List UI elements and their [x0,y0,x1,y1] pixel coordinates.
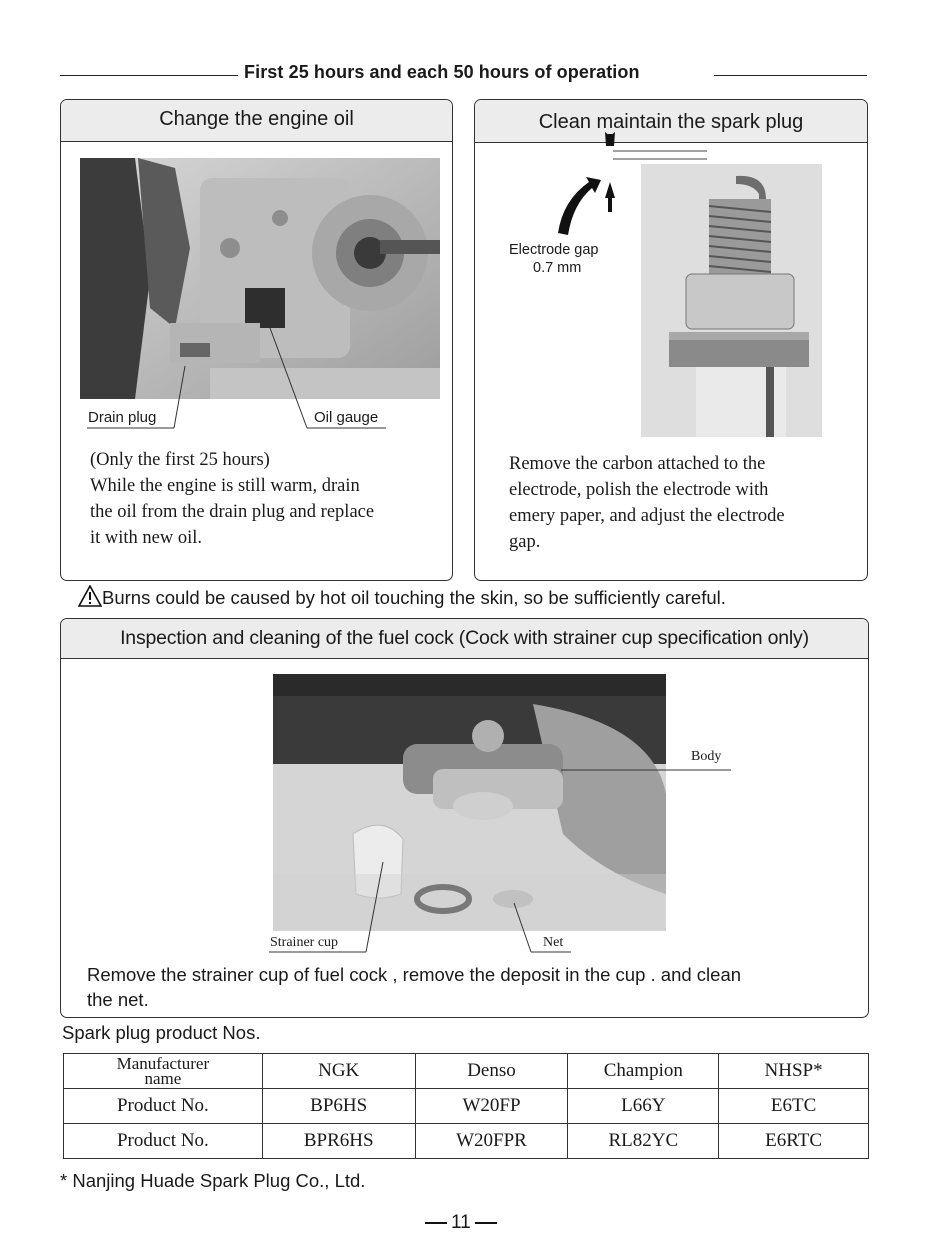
table-header-cell: Champion [568,1054,719,1089]
table-header-row [64,1054,869,1089]
electrode-gap-diagram [475,100,867,250]
table-cell: Product No. [64,1124,263,1159]
manufacturer-name-header: Manufacturer name [116,1054,210,1088]
table-header-cell [64,1054,263,1089]
spark-plug-panel-title: Clean maintain the spark plug [475,100,867,143]
oil-panel-title: Change the engine oil [61,100,452,142]
table-cell: BP6HS [262,1089,415,1124]
fuel-cock-panel-title: Inspection and cleaning of the fuel cock (Cock with strainer cup specification only) [61,619,868,659]
strainer-cup-label: Strainer cup [270,935,339,950]
electrode-gap-value: 0.7 mm [533,260,582,276]
drain-plug-label: Drain plug [88,409,157,426]
table-cell: Product No. [64,1089,263,1124]
body-label: Body [691,749,722,764]
oil-text-line: it with new oil. [90,528,203,548]
warning-row [78,585,726,609]
oil-gauge-label: Oil gauge [314,409,379,426]
oil-text-line: While the engine is still warm, drain [90,476,360,496]
table-cell: RL82YC [568,1124,719,1159]
table-caption: Spark plug product Nos. [62,1022,261,1043]
page-number-dash-right [475,1222,497,1224]
fuel-cock-instructions [87,962,867,1012]
warning-triangle-icon [78,585,102,607]
warning-text: Burns could be caused by hot oil touching the skin, so be sufficiently careful. [102,587,726,608]
fuel-cock-callout-lines [61,619,868,959]
oil-callout-lines [61,100,452,440]
fuel-cock-panel [60,618,869,1018]
table-cell: BPR6HS [262,1124,415,1159]
spark-plug-table [63,1053,869,1159]
table-cell: E6RTC [719,1124,869,1159]
fuel-text-line: the net. [87,989,149,1010]
electrode-gap-label: Electrode gap [509,242,599,258]
table-row [64,1124,869,1159]
table-row [64,1089,869,1124]
section-rule-left [60,75,238,76]
section-title: First 25 hours and each 50 hours of operation [244,62,640,82]
footnote: * Nanjing Huade Spark Plug Co., Ltd. [60,1170,366,1191]
net-label: Net [543,935,564,950]
plug-text-line: gap. [509,532,541,552]
table-cell: W20FP [415,1089,568,1124]
spark-plug-panel [474,99,868,581]
oil-text-line: the oil from the drain plug and replace [90,502,375,522]
table-header-cell: NHSP* [719,1054,869,1089]
oil-text-line: (Only the first 25 hours) [90,450,270,470]
plug-text-line: emery paper, and adjust the electrode [509,506,785,526]
table-cell: E6TC [719,1089,869,1124]
table-header-cell: NGK [262,1054,415,1089]
page-number-dash-left [425,1222,447,1224]
oil-instructions [90,447,445,551]
page-number-row [425,1212,497,1234]
page-number: 11 [451,1212,471,1233]
spark-plug-instructions [509,451,864,555]
table-header-cell: Denso [415,1054,568,1089]
fuel-text-line: Remove the strainer cup of fuel cock , remove the deposit in the cup . and clean [87,964,742,985]
plug-text-line: electrode, polish the electrode with [509,480,769,500]
table-cell: L66Y [568,1089,719,1124]
section-rule-right [714,75,867,76]
plug-text-line: Remove the carbon attached to the [509,454,766,474]
table-cell: W20FPR [415,1124,568,1159]
oil-panel [60,99,453,581]
